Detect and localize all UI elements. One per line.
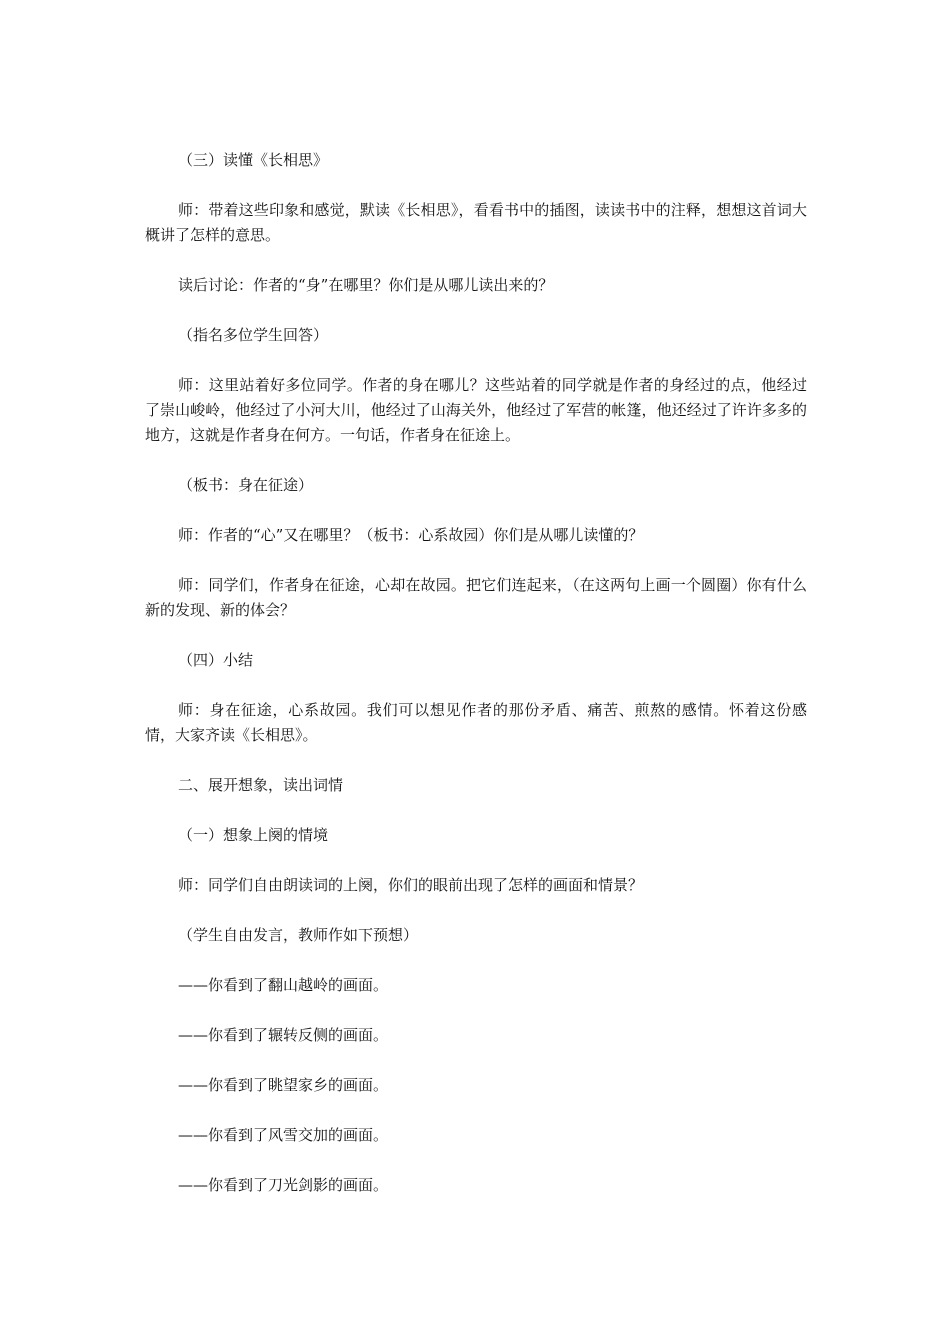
- list-item-scene-swords: ——你看到了刀光剑影的画面。: [178, 1176, 389, 1194]
- stage-note-free-speech: （学生自由发言，教师作如下预想）: [178, 926, 419, 944]
- teacher-instruction-silent-reading: 师：带着这些印象和感觉，默读《长相思》，看看书中的插图，读读书中的注释，想想这首词大概讲了怎样的意思。: [145, 201, 807, 244]
- list-item-scene-hometown: ——你看到了眺望家乡的画面。: [178, 1076, 389, 1094]
- board-note-body-on-journey: （板书：身在征途）: [178, 476, 314, 494]
- stage-note-student-answers: （指名多位学生回答）: [178, 326, 329, 344]
- teacher-question-new-findings: 师：同学们，作者身在征途，心却在故园。把它们连起来，（在这两句上画一个圆圈）你有什么新的发现、新的体会？: [145, 576, 807, 619]
- section-heading-imagination: 二、展开想象，读出词情: [178, 776, 344, 794]
- list-item-scene-tossing: ——你看到了辗转反侧的画面。: [178, 1026, 389, 1044]
- list-item-scene-snowstorm: ——你看到了风雪交加的画面。: [178, 1126, 389, 1144]
- teacher-explanation-body-location: 师：这里站着好多位同学。作者的身在哪儿？这些站着的同学就是作者的身经过的点，他经过了崇山峻岭，他经过了小河大川，他经过了山海关外，他经过了军营的帐篷，他还经过了许许多多的地方，这就是作者身在何方。一句话，作者身在征途上。: [145, 376, 807, 444]
- document-body: [145, 148, 807, 1223]
- discussion-question: 读后讨论：作者的“身”在哪里？你们是从哪儿读出来的？: [178, 276, 554, 294]
- section-heading-read-understand: （三）读懂《长相思》: [178, 151, 329, 169]
- subsection-heading-first-stanza: （一）想象上阕的情境: [178, 826, 329, 844]
- teacher-question-heart-location: 师：作者的“心”又在哪里？（板书：心系故园）你们是从哪儿读懂的？: [178, 526, 644, 544]
- list-item-scene-mountains: ——你看到了翻山越岭的画面。: [178, 976, 389, 994]
- teacher-question-scenes: 师：同学们自由朗读词的上阕，你们的眼前出现了怎样的画面和情景？: [178, 876, 644, 894]
- teacher-summary: 师：身在征途，心系故园。我们可以想见作者的那份矛盾、痛苦、煎熬的感情。怀着这份感情，大家齐读《长相思》。: [145, 701, 807, 744]
- section-heading-summary: （四）小结: [178, 651, 254, 669]
